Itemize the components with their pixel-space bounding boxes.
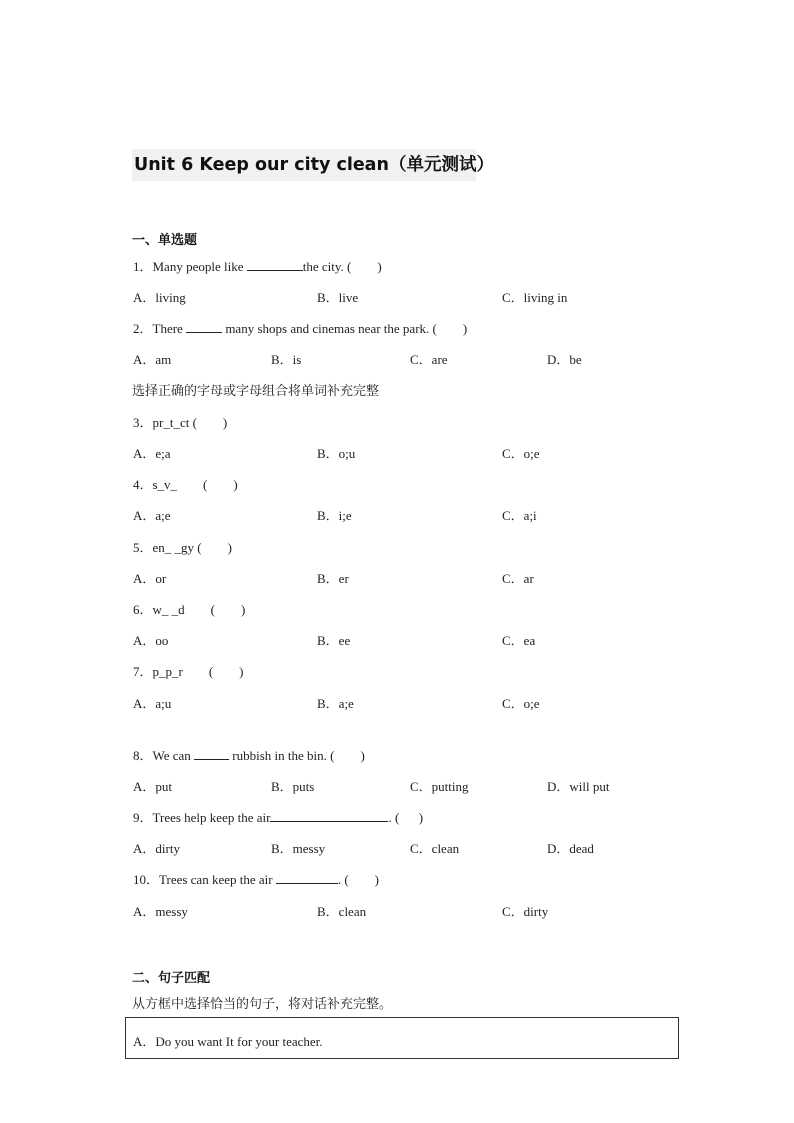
q5-option-b[interactable]: B．er [317, 571, 349, 586]
q7-option-b[interactable]: B．a;e [317, 696, 354, 711]
q5-option-c[interactable]: C．ar [502, 571, 534, 586]
question-7: 7．p_p_r ( ) [133, 664, 244, 679]
instruction-spelling: 选择正确的字母或字母组合将单词补充完整 [132, 384, 380, 399]
answer-blank[interactable] [247, 258, 303, 271]
q9-option-a[interactable]: A．dirty [133, 841, 180, 856]
box-option-a: A．Do you want It for your teacher. [133, 1034, 323, 1049]
q4-option-c[interactable]: C．a;i [502, 508, 537, 523]
q7-option-a[interactable]: A．a;u [133, 696, 172, 711]
q8-option-b[interactable]: B．puts [271, 779, 315, 794]
answer-blank[interactable] [276, 871, 338, 884]
section-heading-single-choice: 一、单选题 [132, 233, 198, 248]
q2-option-c[interactable]: C．are [410, 352, 448, 367]
question-4: 4．s_v_ ( ) [133, 477, 238, 492]
question-10: 10．Trees can keep the air . ( ) [133, 872, 380, 887]
q10-option-a[interactable]: A．messy [133, 904, 188, 919]
q1-option-b[interactable]: B．live [317, 290, 359, 305]
question-9: 9．Trees help keep the air . ( ) [133, 810, 424, 825]
q9-option-c[interactable]: C．clean [410, 841, 460, 856]
q7-option-c[interactable]: C．o;e [502, 696, 540, 711]
section-heading-sentence-matching: 二、句子匹配 [132, 971, 211, 986]
instruction-matching: 从方框中选择恰当的句子，将对话补充完整。 [132, 997, 393, 1012]
q5-option-a[interactable]: A．or [133, 571, 167, 586]
q2-option-a[interactable]: A．am [133, 352, 172, 367]
q10-option-b[interactable]: B．clean [317, 904, 367, 919]
question-8: 8．We can rubbish in the bin. ( ) [133, 748, 365, 763]
q1-option-c[interactable]: C．living in [502, 290, 568, 305]
question-6: 6．w_ _d ( ) [133, 602, 246, 617]
answer-blank[interactable] [186, 320, 222, 333]
q4-option-a[interactable]: A．a;e [133, 508, 171, 523]
q3-option-c[interactable]: C．o;e [502, 446, 540, 461]
answer-blank[interactable] [194, 747, 229, 760]
question-1: 1．Many people like the city. ( ) [133, 259, 382, 274]
answer-blank[interactable] [270, 809, 388, 822]
q10-option-c[interactable]: C．dirty [502, 904, 549, 919]
q6-option-c[interactable]: C．ea [502, 633, 536, 648]
q9-option-d[interactable]: D．dead [547, 841, 594, 856]
q3-option-a[interactable]: A．e;a [133, 446, 171, 461]
q8-option-a[interactable]: A．put [133, 779, 173, 794]
q9-option-b[interactable]: B．messy [271, 841, 326, 856]
question-2: 2．There many shops and cinemas near the park. ( ) [133, 321, 468, 336]
q6-option-b[interactable]: B．ee [317, 633, 351, 648]
question-5: 5．en_ _gy ( ) [133, 540, 232, 555]
q2-option-d[interactable]: D．be [547, 352, 582, 367]
page-title: Unit 6 Keep our city clean（单元测试） [132, 149, 476, 181]
options-box [125, 1017, 679, 1059]
q1-option-a[interactable]: A．living [133, 290, 186, 305]
q3-option-b[interactable]: B．o;u [317, 446, 356, 461]
q8-option-d[interactable]: D．will put [547, 779, 610, 794]
question-3: 3．pr_t_ct ( ) [133, 415, 228, 430]
q6-option-a[interactable]: A．oo [133, 633, 169, 648]
q8-option-c[interactable]: C．putting [410, 779, 469, 794]
q4-option-b[interactable]: B．i;e [317, 508, 352, 523]
q2-option-b[interactable]: B．is [271, 352, 302, 367]
